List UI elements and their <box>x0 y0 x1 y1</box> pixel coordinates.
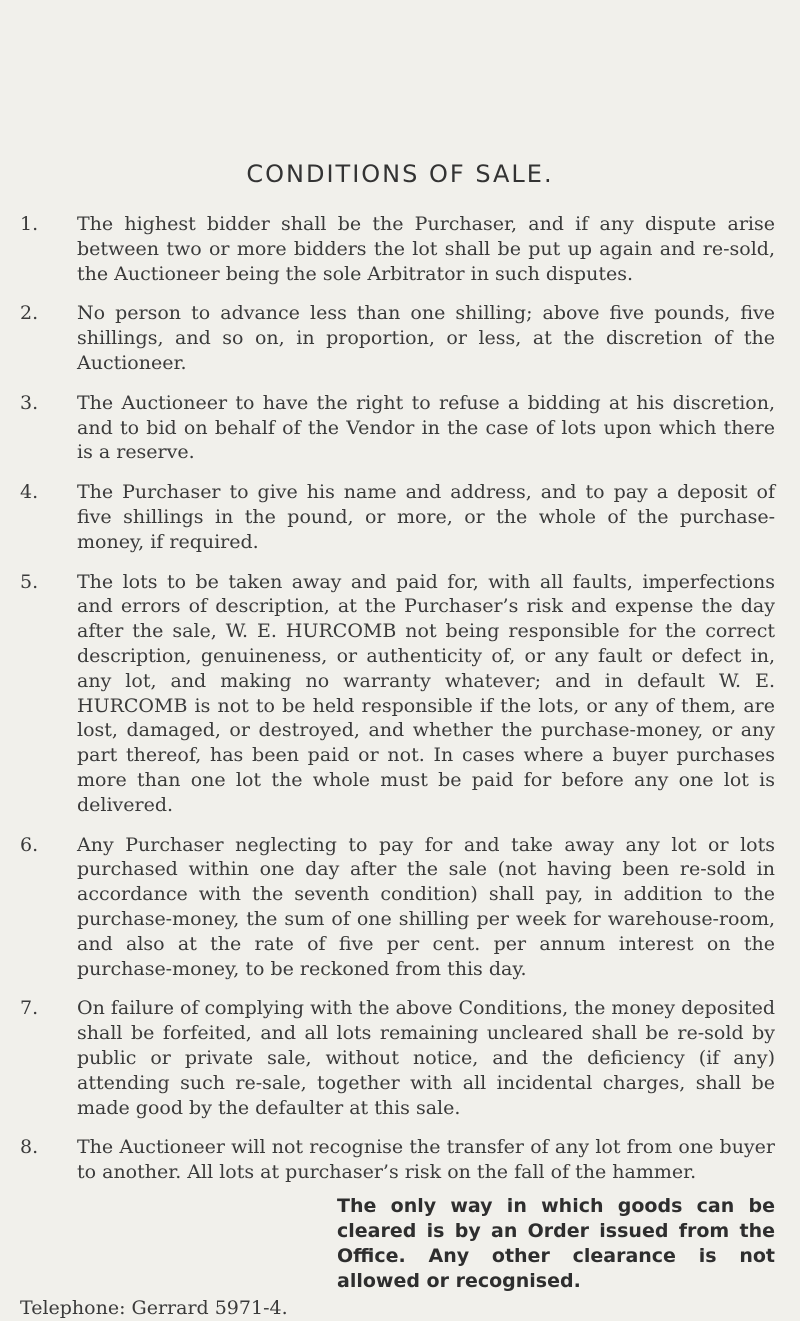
condition-item <box>20 570 775 818</box>
condition-item <box>20 212 775 286</box>
condition-number: 8. <box>20 1136 39 1159</box>
condition-item <box>20 1135 775 1185</box>
condition-item <box>20 996 775 1120</box>
condition-text: The highest bidder shall be the Purchaser, and if any dispute arise between two or more bidders the lot shall be put up again and re-sold, the Auctioneer being the sole Arbitrator in such disputes. <box>77 213 775 285</box>
condition-item <box>20 391 775 465</box>
condition-text: The Auctioneer will not recognise the transfer of any lot from one buyer to another. All lots at purchaser’s risk on the fall of the hammer. <box>77 1136 775 1184</box>
condition-number: 5. <box>20 570 39 593</box>
condition-text: No person to advance less than one shilling; above five pounds, five shillings, and so on, in proportion, or less, at the discretion of the Auctioneer. <box>77 302 775 374</box>
condition-number: 6. <box>20 833 39 856</box>
condition-number: 3. <box>20 391 39 414</box>
condition-number: 2. <box>20 302 39 325</box>
conditions-list <box>20 212 775 1321</box>
condition-item <box>20 301 775 375</box>
condition-item <box>20 480 775 554</box>
condition-text: Any Purchaser neglecting to pay for and take away any lot or lots purchased within one day after the sale (not having been re-sold in accordance with the seventh condition) shall pay, in addition to the purchase-money, the sum of one shilling per week for warehouse-room, and also at the rate of five per cent. per annum interest on the purchase-money, to be reckoned from this day. <box>77 833 775 980</box>
page-title: CONDITIONS OF SALE. <box>246 160 554 188</box>
condition-text: The Auctioneer to have the right to refuse a bidding at his discretion, and to bid on behalf of the Vendor in the case of lots upon which there is a reserve. <box>77 391 775 464</box>
condition-text: On failure of complying with the above Conditions, the money deposited shall be forfeited, and all lots remaining uncleared shall be re-sold by public or private sale, without notice, and the deficiency (if any) attending such re-sale, together with all incidental charges, shall be made good by the defaulter at this sale. <box>77 997 775 1119</box>
condition-text: The Purchaser to give his name and address, and to pay a deposit of five shillings in the pound, or more, or the whole of the purchase-money, if required. <box>77 481 775 553</box>
condition-number: 7. <box>20 997 39 1020</box>
condition-number: 1. <box>20 213 39 235</box>
clearance-notice: The only way in which goods can be cleared is by an Order issued from the Office. Any other clearance is not allowed or recognised. <box>337 1194 775 1292</box>
condition-number: 4. <box>20 481 39 504</box>
condition-text: The lots to be taken away and paid for, with all faults, imperfections and errors of description, at the Purchaser’s risk and expense the day after the sale, W. E. HURCOMB not being responsible for the correct description, genuineness, or authenticity of, or any fault or defect in, any lot, and making no warranty whatever; and in default W. E. HURCOMB is not to be held responsible if the lots, or any of them, are lost, damaged, or destroyed, and whether the purchase-money, or any part thereof, has been paid or not. In cases where a buyer purchases more than one lot the whole must be paid for before any one lot is delivered. <box>77 570 775 816</box>
condition-item <box>20 833 775 982</box>
telephone-line: Telephone: Gerrard 5971-4. <box>20 1296 288 1319</box>
